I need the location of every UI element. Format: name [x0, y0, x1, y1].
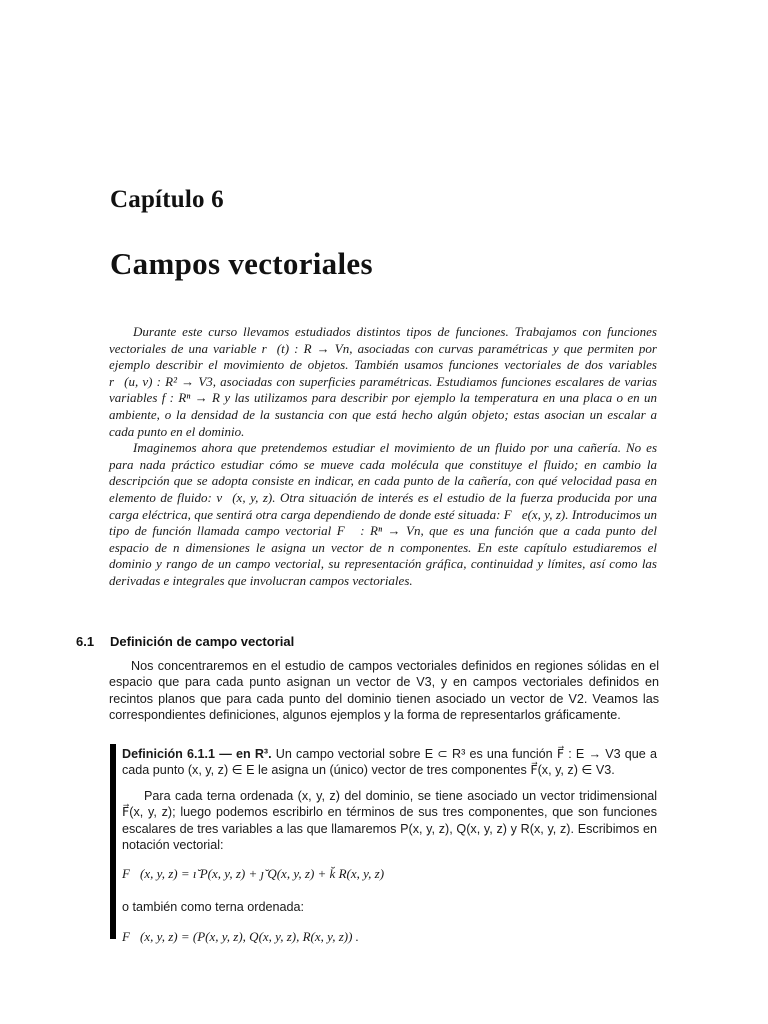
section-title: Definición de campo vectorial: [110, 634, 295, 649]
chapter-label: Capítulo 6: [110, 186, 224, 213]
section-number: 6.1: [76, 634, 95, 649]
section-body: [109, 658, 659, 724]
definition-explanation: Para cada terna ordenada (x, y, z) del dominio, se tiene asociado un vector tridimensional F⃗(x, y, z); luego podemos escribirlo en términos de sus tres componentes, que son funciones escalares de tres variables a las que llamaremos P(x, y, z), Q(x, y, z) y R(x, y, z). Escribimos en notación vectorial:: [122, 789, 657, 853]
intro-paragraph: Imaginemos ahora que pretendemos estudiar el movimiento de un fluido por una cañería. No es para nada práctico estudiar cómo se mueve cada molécula que constituye el fluido; en cambio la descripción que se adopta consiste en indicar, en cada punto de la cañería, con qué velocidad pasa en elemento de fluido: v⃗(x, y, z). Otra situación de interés es el estudio de la fuerza producida por una carga eléctrica, que sentirá otra carga dependiendo de donde esté situada: F⃗e(x, y, z). Introducimos un tipo de función llamada campo vectorial F⃗ : Rⁿ → Vn, que es una función que a cada punto del espacio de n dimensiones le asigna un vector de n componentes. En este capítulo estudiaremos el dominio y rango de un campo vectorial, su representación gráfica, continuidad y límites, así como las derivadas e integrales que involucran campos vectoriales.: [109, 440, 657, 588]
definition-text-ordered-triple: o también como terna ordenada:: [122, 900, 305, 914]
section-heading: [76, 634, 676, 649]
intro-paragraph: Durante este curso llevamos estudiados distintos tipos de funciones. Trabajamos con funciones vectoriales de una variable r⃗(t) : R → Vn, asociadas con curvas paramétricas y que permiten por ejemplo describir el movimiento de objetos. También usamos funciones vectoriales de dos variables r⃗(u, v) : R² → V3, asociadas con superficies paramétricas. Estudiamos funciones escalares de varias variables f : Rⁿ → R y las utilizamos para describir por ejemplo la temperatura en una placa o en un ambiente, o la densidad de la sustancia con que está hecho algún objeto; estas asocian un escalar a cada punto en el dominio.: [109, 324, 657, 439]
definition-statement: [122, 746, 657, 779]
intro-text: [109, 324, 657, 590]
definition-bar: [110, 744, 116, 939]
formula-vector-notation: F⃗(x, y, z) = ı̆ P(x, y, z) + ȷ̆ Q(x, y, z) + k̆ R(x, y, z): [122, 866, 385, 881]
definition-heading: Definición 6.1.1 — en R³.: [122, 747, 272, 761]
definition-text: Un campo vectorial sobre E ⊂ R³ es una función F⃗ : E → V3 que a cada punto (x, y, z) ∈ E le asigna un (único) vector de tres componentes F⃗(x, y, z) ∈ V3.: [122, 747, 657, 778]
chapter-title: Campos vectoriales: [110, 246, 373, 281]
section-paragraph: Nos concentraremos en el estudio de campos vectoriales definidos en regiones sólidas en el espacio que para cada punto asignan un vector de V3, y en campos vectoriales definidos en recintos planos que para cada punto del dominio tienen asociado un vector de V2. Veamos las correspondientes definiciones, algunos ejemplos y la forma de representarlos gráficamente.: [109, 659, 659, 723]
formula-ordered-triple: F⃗(x, y, z) = (P(x, y, z), Q(x, y, z), R(x, y, z)) .: [122, 929, 359, 944]
